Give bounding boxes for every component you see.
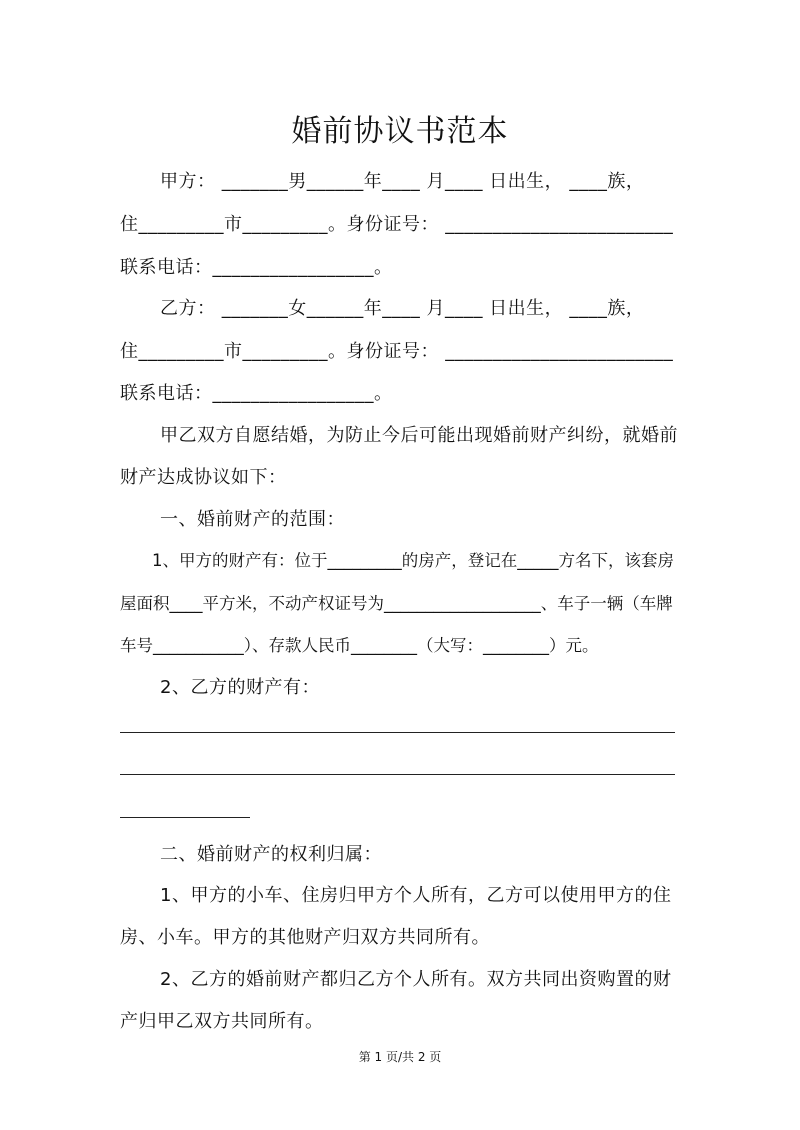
party-b-birth-line: 乙方： _______女______年____ 月____ 日出生， ____族， [160,298,645,319]
party-a-phone-line: 联系电话：_________________。 [120,257,393,278]
intro-paragraph-line-1: 甲乙双方自愿结婚，为防止今后可能出现婚前财产纠纷，就婚前 [160,425,678,446]
party-a-address-line: 住_________市_________。身份证号： ________________________ [120,214,674,235]
party-a-birth-line: 甲方： _______男______年____ 月____ 日出生， ____族， [160,171,645,192]
party-b-address-line: 住_________市_________。身份证号： ________________________ [120,341,674,362]
section-1-heading: 一、婚前财产的范围： [160,509,345,530]
clause-1-2-line: 2、乙方的财产有： [160,677,320,698]
clause-2-1-line-1: 1、甲方的小车、住房归甲方个人所有，乙方可以使用甲方的住 [160,885,672,906]
intro-paragraph-line-2: 财产达成协议如下： [120,467,287,488]
clause-1-1-line-2: 屋面积____平方米，不动产权证号为___________________、车子一辆（车牌 [120,594,673,613]
clause-2-2-line-1: 2、乙方的婚前财产都归乙方个人所有。双方共同出资购置的财 [160,969,672,990]
party-b-phone-line: 联系电话：_________________。 [120,383,393,404]
blank-rule-1 [120,732,675,733]
blank-rule-2 [120,774,675,775]
clause-2-2-line-2: 产归甲乙双方共同所有。 [120,1011,324,1032]
section-2-heading: 二、婚前财产的权利归属： [160,844,382,865]
document-title: 婚前协议书范本 [291,114,509,149]
clause-1-1-line-1: 1、甲方的财产有：位于_________的房产，登记在_____方名下，该套房 [152,551,674,570]
blank-rule-3 [120,817,250,818]
clause-1-1-line-3: 车号___________）、存款人民币________（大写：________）元。 [120,636,599,655]
clause-2-1-line-2: 房、小车。甲方的其他财产归双方共同所有。 [120,927,490,948]
page-number: 第 1 页/共 2 页 [358,1050,442,1064]
